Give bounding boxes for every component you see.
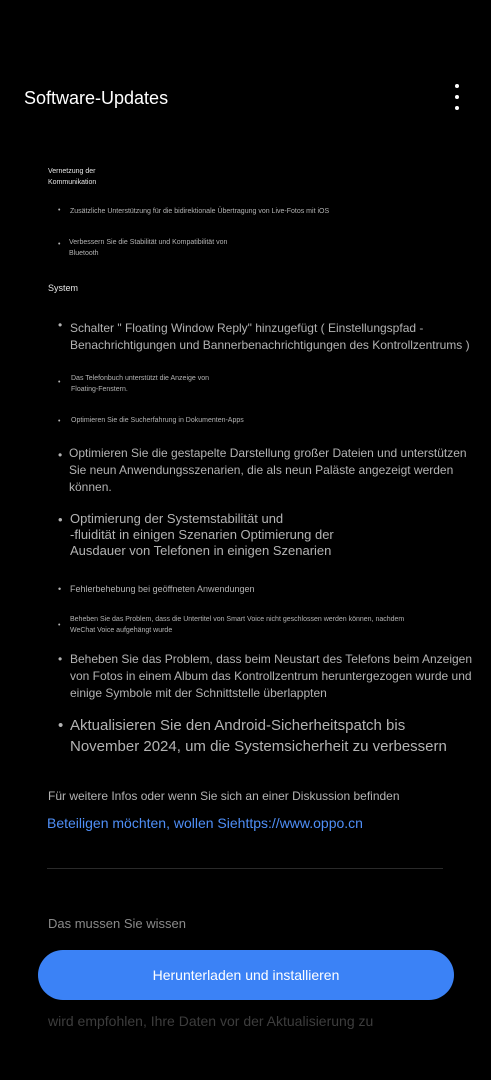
- download-install-button[interactable]: Herunterladen und installieren: [38, 950, 454, 1000]
- list-item-line: Aktualisieren Sie den Android-Sicherheitspatch bis: [70, 717, 406, 734]
- bullet-icon: •: [58, 207, 61, 214]
- list-item-line: Ausdauer von Telefonen in einigen Szenarien: [70, 543, 332, 558]
- list-item-line: Beheben Sie das Problem, dass beim Neustart des Telefons beim Anzeigen: [70, 652, 473, 666]
- more-vertical-icon-dot: [455, 95, 459, 99]
- list-item-line: Das Telefonbuch unterstützt die Anzeige von: [71, 375, 210, 382]
- list-item: [69, 445, 467, 496]
- bullet-icon: •: [58, 584, 62, 594]
- list-item-line: Optimierung der Systemstabilität und: [70, 511, 284, 526]
- list-item-line: Benachrichtigungen und Bannerbenachrichtigungen des Kontrollzentrums ): [70, 338, 470, 352]
- list-item: [70, 511, 334, 559]
- section-title-line: Kommunikation: [48, 179, 97, 186]
- list-item: [70, 715, 447, 757]
- list-item-line: Sie neun Anwendungsszenarien, die als neun Paläste angezeigt werden: [69, 463, 454, 477]
- list-item: [70, 320, 470, 354]
- list-item-line: Verbessern Sie die Stabilität und Kompatibilität von: [69, 239, 228, 246]
- bullet-icon: •: [58, 448, 63, 462]
- divider: [47, 868, 443, 869]
- list-item-line: Schalter " Floating Window Reply" hinzugefügt ( Einstellungspfad -: [70, 321, 424, 335]
- list-item-line: Optimieren Sie die Sucherfahrung in Dokumenten-Apps: [71, 417, 244, 424]
- list-item: [69, 237, 227, 259]
- bullet-icon: •: [58, 241, 61, 248]
- list-item-line: Bluetooth: [69, 250, 99, 257]
- more-vertical-icon-dot: [455, 106, 459, 110]
- bullet-icon: •: [58, 652, 63, 666]
- list-item-line: November 2024, um die Systemsicherheit zu verbessern: [70, 738, 447, 755]
- bullet-icon: •: [58, 318, 63, 332]
- list-item: [70, 583, 255, 596]
- list-item: [71, 373, 209, 395]
- bullet-icon: •: [58, 379, 61, 386]
- list-item-line: können.: [69, 480, 112, 494]
- notice-body: wird empfohlen, Ihre Daten vor der Aktualisierung zu: [48, 1013, 374, 1029]
- list-item-line: Fehlerbehebung bei geöffneten Anwendungen: [70, 584, 255, 594]
- list-item-line: einige Symbole mit der Schnittstelle überlappten: [70, 686, 327, 700]
- section-title-system: System: [48, 283, 79, 293]
- list-item: [70, 651, 472, 702]
- page-title: Software-Updates: [24, 88, 169, 108]
- list-item: [70, 614, 404, 636]
- section-title-network: [48, 166, 96, 188]
- bullet-icon: •: [58, 717, 64, 734]
- more-info-text: Für weitere Infos oder wenn Sie sich an einer Diskussion befinden: [48, 789, 400, 803]
- list-item-line: Optimieren Sie die gestapelte Darstellung großer Dateien und unterstützen: [69, 446, 467, 460]
- list-item-line: Beheben Sie das Problem, dass die Untertitel von Smart Voice nicht geschlossen werden können, nachdem: [70, 616, 405, 623]
- list-item-line: Floating-Fenstern.: [71, 386, 128, 393]
- bullet-icon: •: [58, 512, 63, 527]
- notice-heading: Das mussen Sie wissen: [48, 916, 186, 931]
- more-options-button[interactable]: [444, 82, 470, 112]
- list-item-line: WeChat Voice aufgehängt wurde: [70, 627, 173, 634]
- section-title-line: Vernetzung der: [48, 168, 96, 175]
- bullet-icon: •: [58, 418, 61, 425]
- list-item-line: Zusätzliche Unterstützung für die bidirektionale Übertragung von Live-Fotos mit iOS: [70, 208, 330, 215]
- bullet-icon: •: [58, 622, 61, 629]
- oppo-link[interactable]: Beteiligen möchten, wollen Siehttps://www.oppo.cn: [47, 815, 363, 831]
- list-item-line: -fluidität in einigen Szenarien Optimierung der: [70, 527, 334, 542]
- list-item-line: von Fotos in einem Album das Kontrollzentrum heruntergezogen wurde und: [70, 669, 472, 683]
- more-vertical-icon: [455, 84, 459, 88]
- list-item: [71, 415, 244, 426]
- list-item: [70, 206, 329, 217]
